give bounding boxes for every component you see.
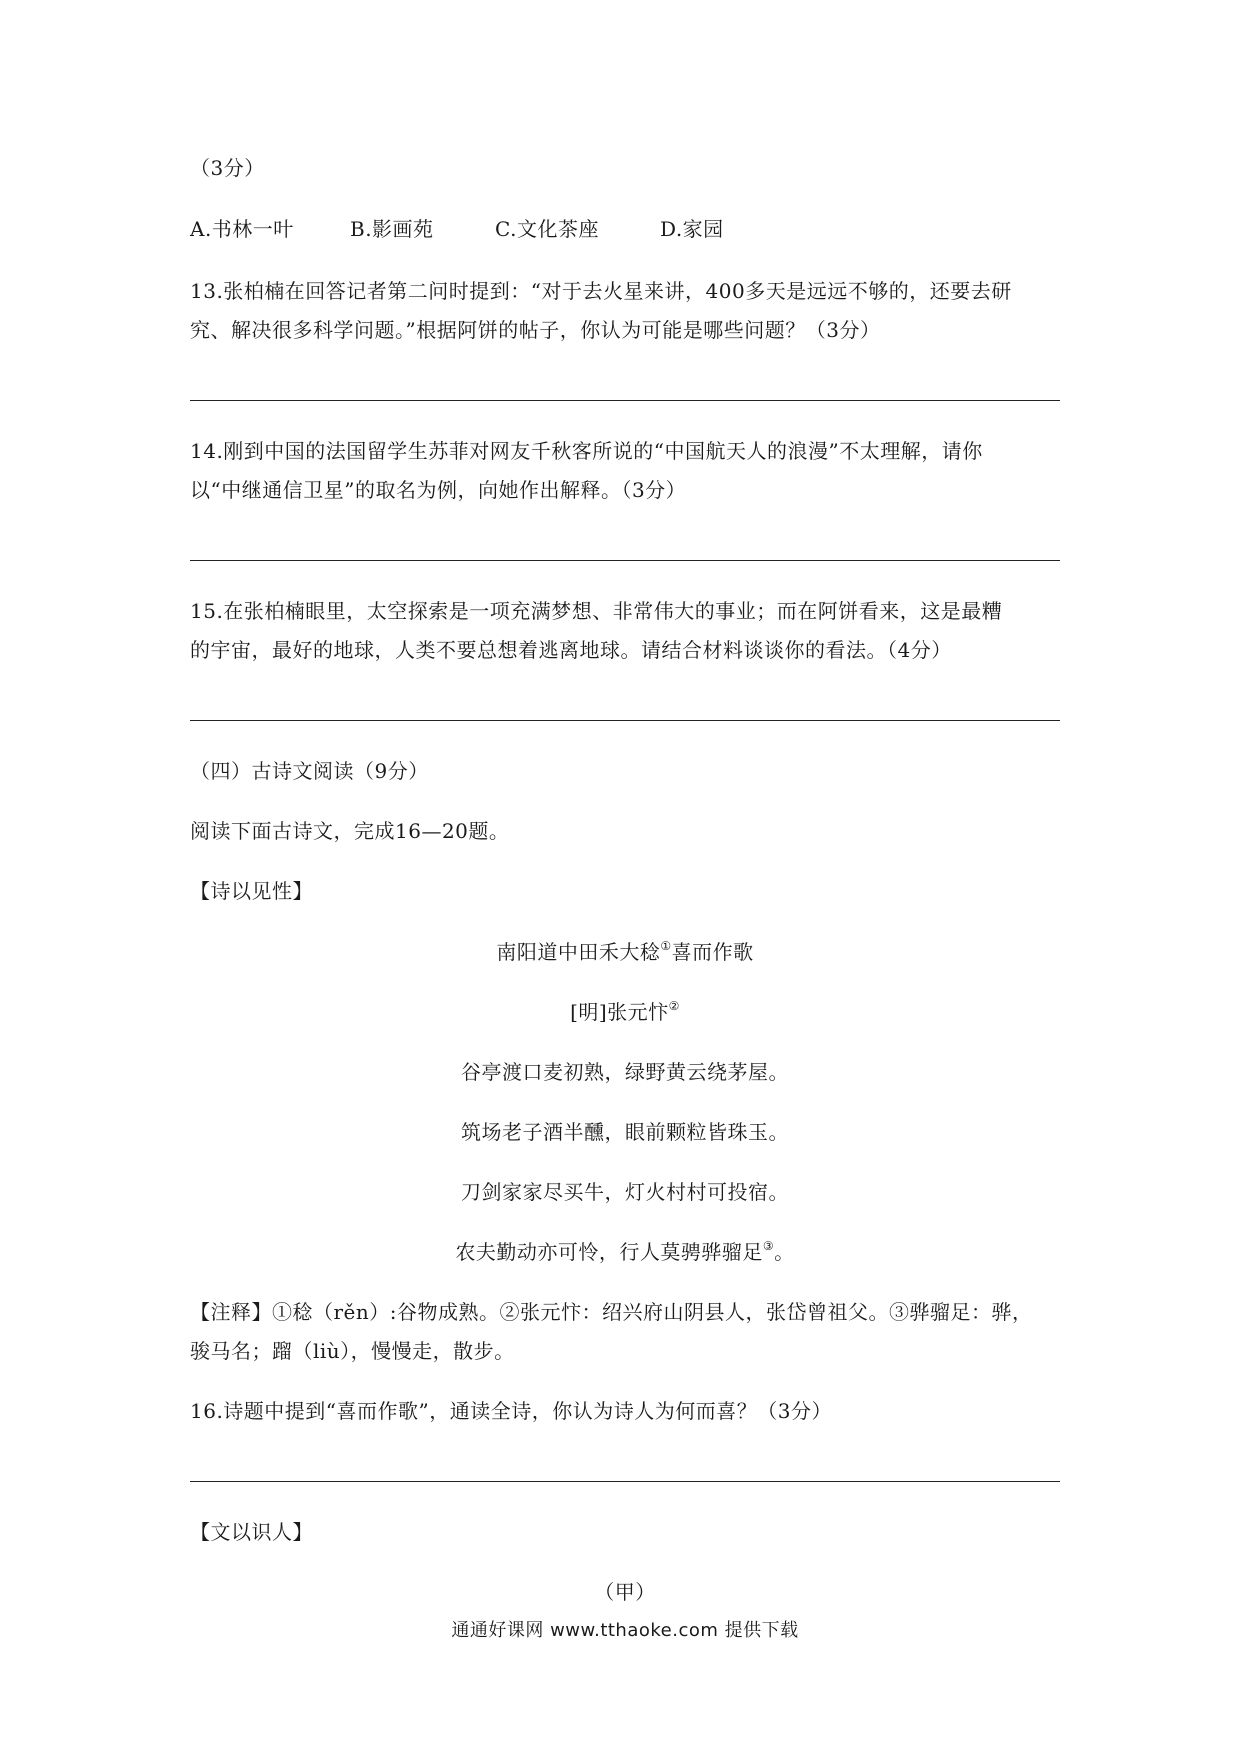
notes-line-1: 【注释】①稔（rěn）:谷物成熟。②张元忭：绍兴府山阴县人，张岱曾祖父。③骅骝足：骅， bbox=[190, 1300, 1033, 1324]
q15-line-2: 的宇宙，最好的地球，人类不要总想着逃离地球。请结合材料谈谈你的看法。（4分） bbox=[190, 638, 952, 662]
q14-line-1: 14.刚到中国的法国留学生苏菲对网友千秋客所说的“中国航天人的浪漫”不太理解，请你 bbox=[190, 439, 983, 463]
q12-options bbox=[190, 215, 1060, 243]
footnote-marker: ② bbox=[668, 999, 680, 1013]
q12-score: （3分） bbox=[190, 156, 265, 180]
q16-answer-line bbox=[190, 1481, 1060, 1482]
option-b: B.影画苑 bbox=[350, 217, 434, 241]
q14-answer-line bbox=[190, 560, 1060, 561]
q15-answer-line bbox=[190, 720, 1060, 721]
q15-line-1: 15.在张柏楠眼里，太空探索是一项充满梦想、非常伟大的事业；而在阿饼看来，这是最糟 bbox=[190, 599, 1003, 623]
poem-title: 南阳道中田禾大稔①喜而作歌 bbox=[496, 939, 754, 964]
part1-heading: 【诗以见性】 bbox=[190, 879, 313, 903]
footnote-marker: ③ bbox=[762, 1239, 775, 1253]
poem-author: [明]张元忭② bbox=[570, 999, 680, 1024]
poem-line-3: 刀剑家家尽买牛，灯火村村可投宿。 bbox=[461, 1180, 789, 1204]
q13-line-1: 13.张柏楠在回答记者第二问时提到：“对于去火星来讲，400多天是远远不够的，还要去研 bbox=[190, 279, 1012, 303]
notes-line-2: 骏马名；蹓（liù），慢慢走，散步。 bbox=[190, 1339, 515, 1363]
q16-text: 16.诗题中提到“喜而作歌”，通读全诗，你认为诗人为何而喜？（3分） bbox=[190, 1399, 832, 1423]
part2-subheading: （甲） bbox=[594, 1580, 656, 1604]
option-d: D.家园 bbox=[660, 217, 724, 241]
option-c: C.文化茶座 bbox=[495, 217, 599, 241]
q13-line-2: 究、解决很多科学问题。”根据阿饼的帖子，你认为可能是哪些问题？（3分） bbox=[190, 318, 881, 342]
q13-answer-line bbox=[190, 400, 1060, 401]
section-title: （四）古诗文阅读（9分） bbox=[190, 759, 429, 783]
poem-line-1: 谷亭渡口麦初熟，绿野黄云绕茅屋。 bbox=[461, 1060, 789, 1084]
option-a: A.书林一叶 bbox=[190, 217, 294, 241]
q14-line-2: 以“中继通信卫星”的取名为例，向她作出解释。（3分） bbox=[190, 478, 687, 502]
footer-source: 通通好课网 www.tthaoke.com 提供下载 bbox=[451, 1620, 799, 1641]
part2-heading: 【文以识人】 bbox=[190, 1520, 313, 1544]
footnote-marker: ① bbox=[660, 939, 672, 953]
section-instruction: 阅读下面古诗文，完成16—20题。 bbox=[190, 819, 510, 843]
poem-line-2: 筑场老子酒半醺，眼前颗粒皆珠玉。 bbox=[461, 1120, 789, 1144]
poem-line-4: 农夫勤动亦可怜，行人莫骋骅骝足③。 bbox=[455, 1239, 795, 1264]
